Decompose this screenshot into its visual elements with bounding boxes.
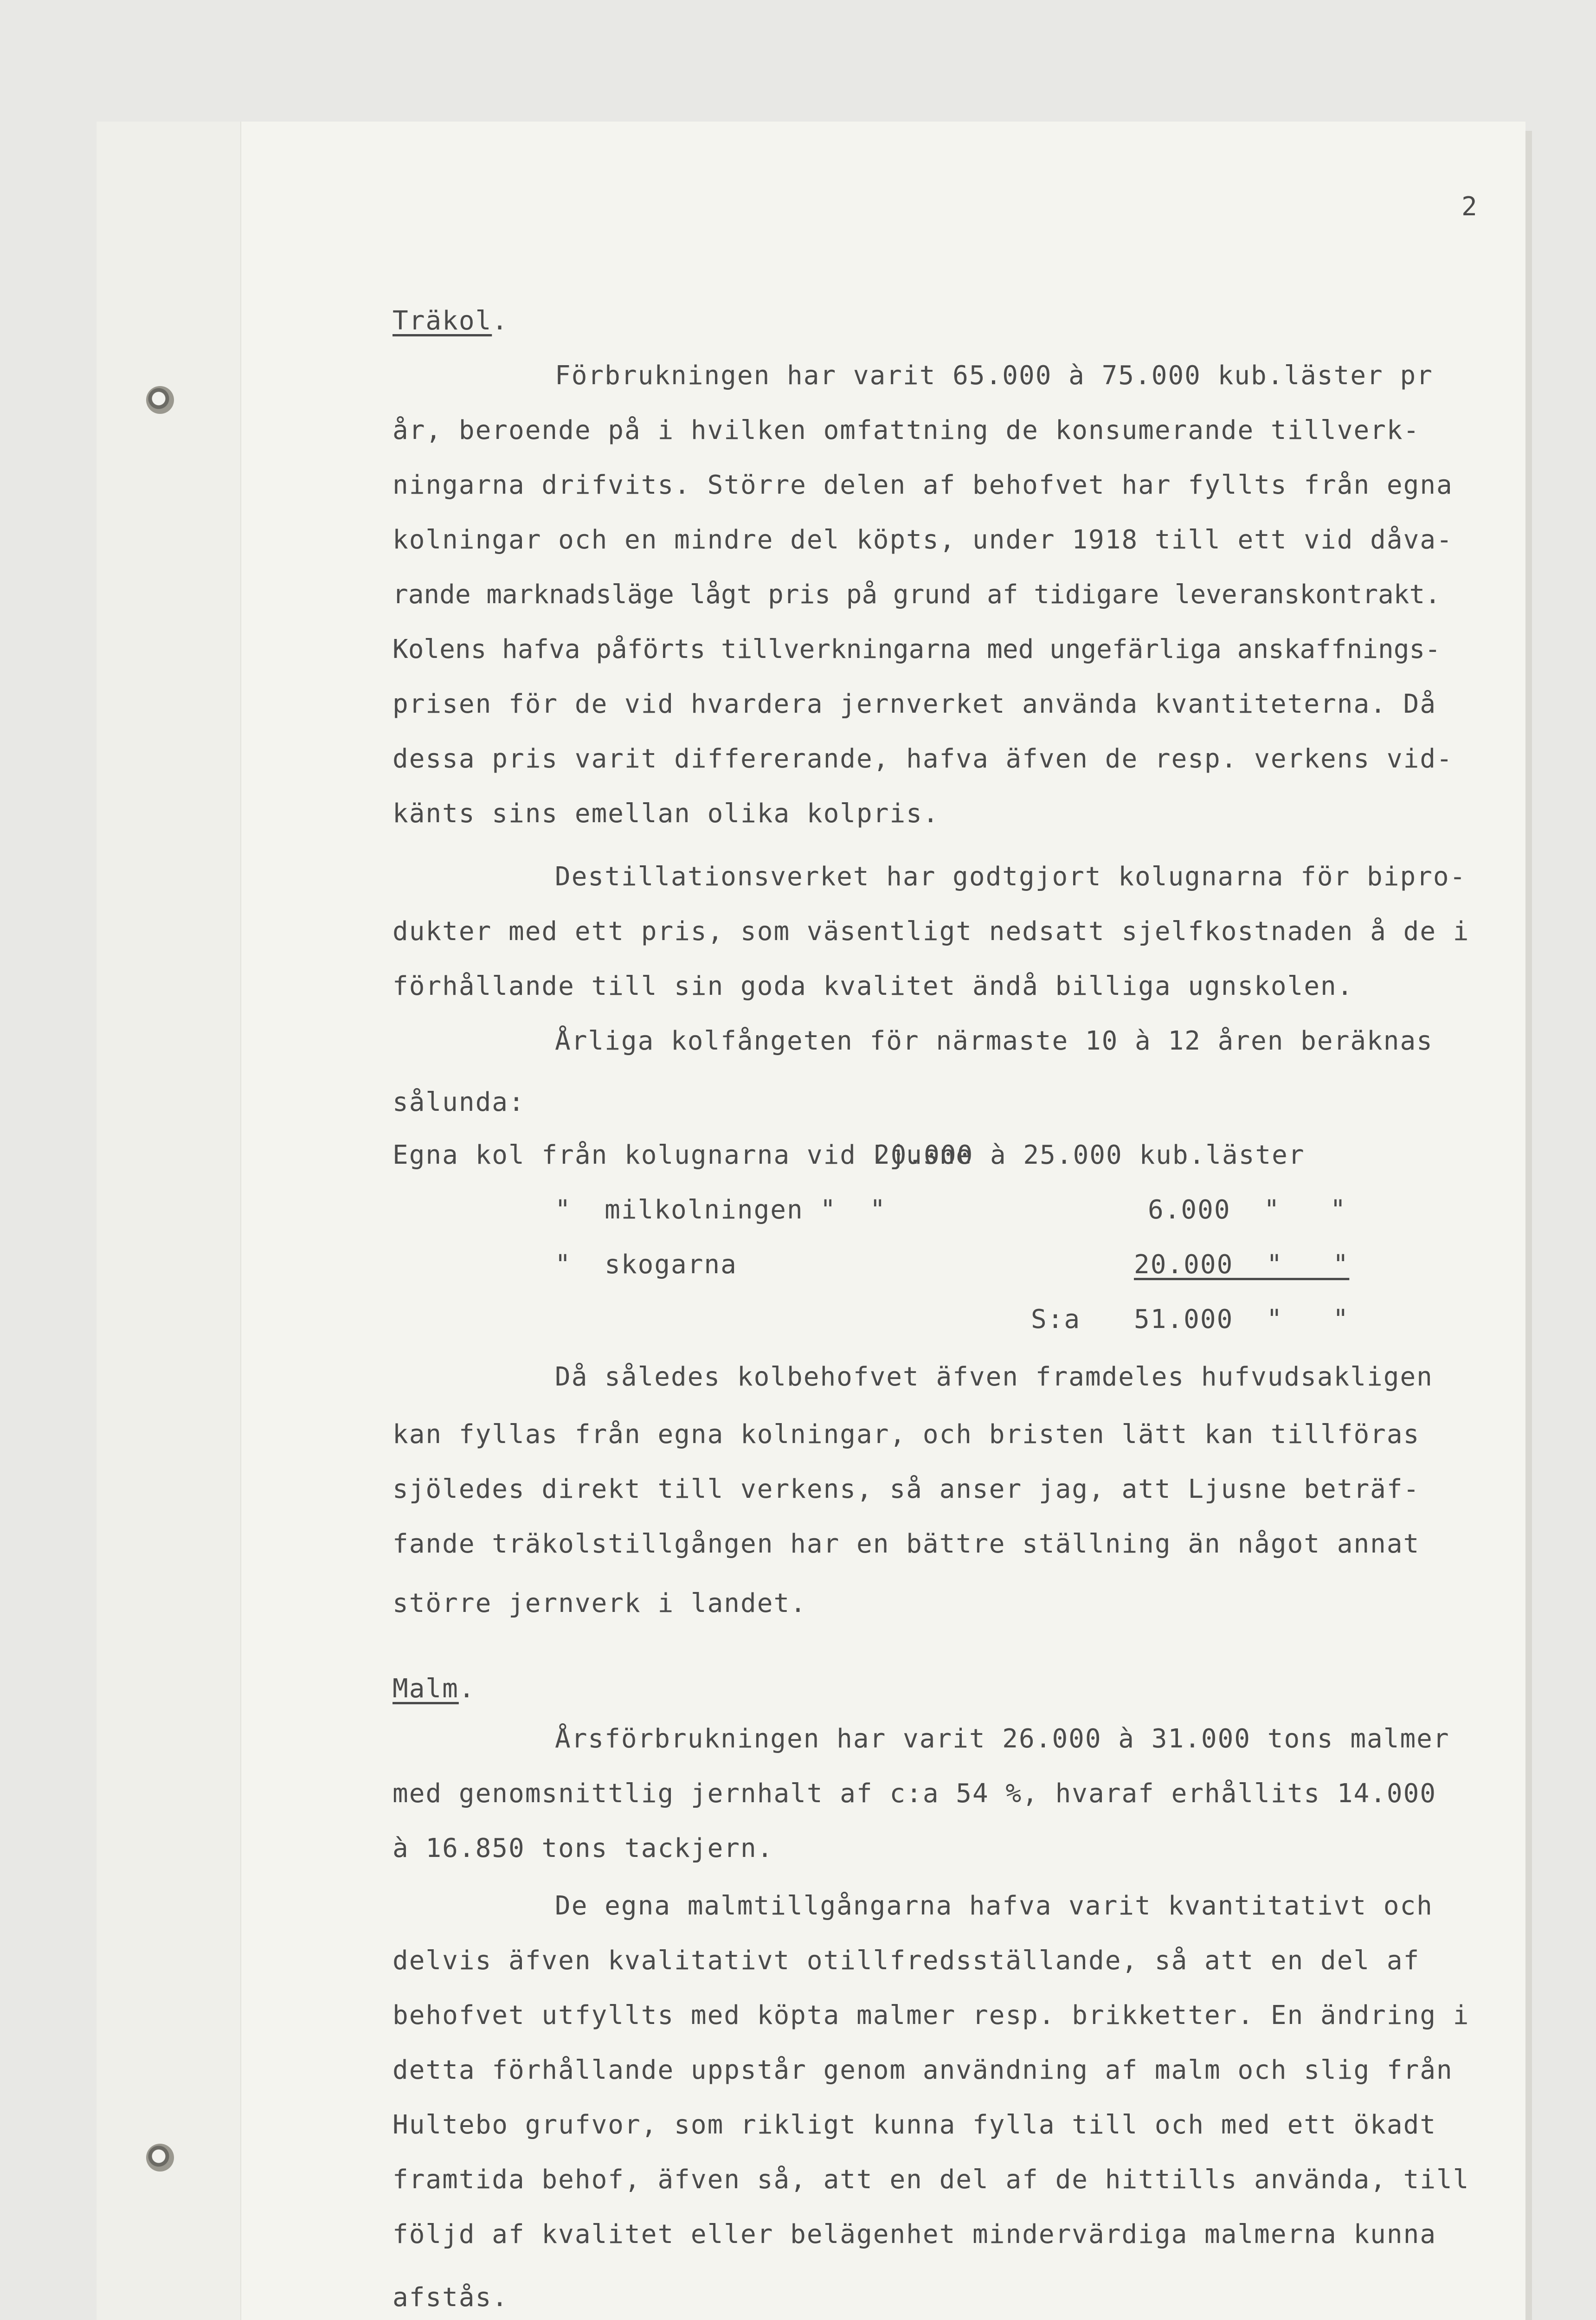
- paragraph-line: Årsförbrukningen har varit 26.000 à 31.000 tons malmer: [555, 1724, 1450, 1754]
- tally-value: 51.000 " ": [1134, 1304, 1350, 1334]
- paragraph-line: sålunda:: [393, 1087, 525, 1117]
- tally-label: " milkolningen " ": [555, 1195, 887, 1225]
- paragraph-line: större jernverk i landet.: [393, 1588, 807, 1618]
- paragraph-line: Årliga kolfångeten för närmaste 10 à 12 åren beräknas: [555, 1026, 1433, 1056]
- paragraph-line: à 16.850 tons tackjern.: [393, 1833, 774, 1863]
- paragraph-line: Förbrukningen har varit 65.000 à 75.000 kub.läster pr: [555, 361, 1433, 391]
- paragraph-line: Då således kolbehofvet äfven framdeles hufvudsakligen: [555, 1362, 1433, 1392]
- paragraph-line: delvis äfven kvalitativt otillfredsställande, så att en del af: [393, 1946, 1420, 1976]
- tally-label: " skogarna: [555, 1250, 737, 1280]
- paragraph-line: Hultebo grufvor, som rikligt kunna fylla till och med ett ökadt: [393, 2110, 1437, 2140]
- binding-margin: [97, 122, 241, 2320]
- paragraph-line: dukter med ett pris, som väsentligt nedsatt sjelfkostnaden å de i: [393, 916, 1470, 947]
- paragraph-line: följd af kvalitet eller belägenhet mindervärdiga malmerna kunna: [393, 2219, 1437, 2249]
- paragraph-line: framtida behof, äfven så, att en del af de hittills använda, till: [393, 2165, 1470, 2195]
- tally-label: Egna kol från kolugnarna vid Ljusne: [393, 1140, 973, 1170]
- paragraph-line: Kolens hafva påförts tillverkningarna med ungefärliga anskaffnings-: [393, 634, 1441, 664]
- paragraph-line: fande träkolstillgången har en bättre ställning än något annat: [393, 1529, 1420, 1559]
- paragraph-line: prisen för de vid hvardera jernverket använda kvantiteterna. Då: [393, 689, 1437, 719]
- page-number: 2: [1461, 192, 1478, 222]
- paragraph-line: kan fyllas från egna kolningar, och bristen lätt kan tillföras: [393, 1419, 1420, 1450]
- paragraph-line: med genomsnittlig jernhalt af c:a 54 %, hvaraf erhållits 14.000: [393, 1779, 1437, 1809]
- tally-value: 20.000 à 25.000 kub.läster: [874, 1140, 1305, 1170]
- paragraph-line: Destillationsverket har godtgjort kolugnarna för bipro-: [555, 862, 1467, 892]
- section-heading-malm: Malm.: [393, 1674, 476, 1704]
- tally-value: 6.000 " ": [1148, 1195, 1347, 1225]
- paragraph-line: dessa pris varit differerande, hafva äfven de resp. verkens vid-: [393, 744, 1453, 774]
- paragraph-line: afstås.: [393, 2282, 509, 2313]
- paragraph-line: detta förhållande uppstår genom användning af malm och slig från: [393, 2055, 1453, 2085]
- paragraph-line: ningarna drifvits. Större delen af behofvet har fyllts från egna: [393, 470, 1453, 500]
- tally-label: S:a: [1031, 1304, 1081, 1334]
- paragraph-line: förhållande till sin goda kvalitet ändå billiga ugnskolen.: [393, 971, 1354, 1001]
- punch-hole-bottom: [146, 2144, 174, 2172]
- paragraph-line: kolningar och en mindre del köpts, under 1918 till ett vid dåva-: [393, 525, 1453, 555]
- punch-hole-top: [146, 386, 174, 414]
- paragraph-line: känts sins emellan olika kolpris.: [393, 799, 940, 829]
- paragraph-line: sjöledes direkt till verkens, så anser jag, att Ljusne beträf-: [393, 1474, 1420, 1504]
- paragraph-line: rande marknadsläge lågt pris på grund af tidigare leveranskontrakt.: [393, 580, 1441, 610]
- paragraph-line: De egna malmtillgångarna hafva varit kvantitativt och: [555, 1891, 1433, 1921]
- paragraph-line: år, beroende på i hvilken omfattning de konsumerande tillverk-: [393, 415, 1420, 445]
- paragraph-line: behofvet utfyllts med köpta malmer resp. brikketter. En ändring i: [393, 2000, 1470, 2030]
- section-heading-trakol: Träkol.: [393, 306, 509, 336]
- tally-value: 20.000 " ": [1134, 1250, 1350, 1280]
